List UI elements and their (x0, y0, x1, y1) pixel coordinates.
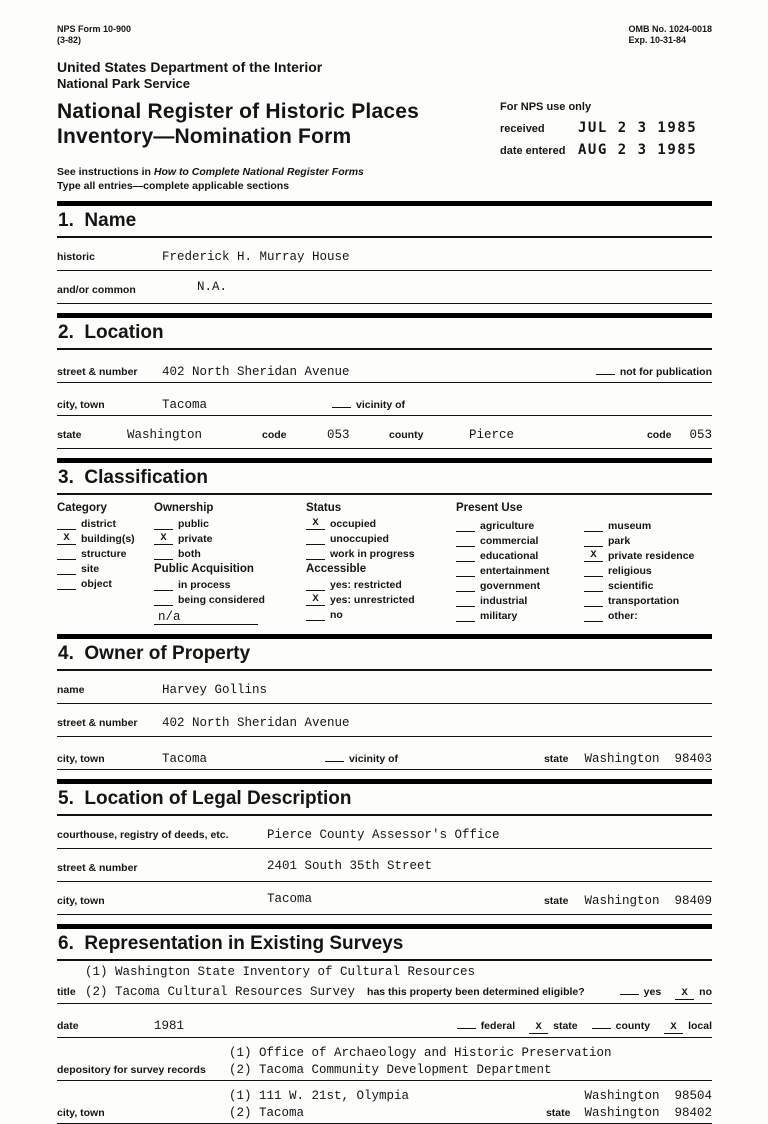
owner-state-label: state (543, 753, 569, 765)
not-for-publication-group (596, 362, 712, 378)
category-title: Category (57, 502, 107, 514)
field-street-number (57, 362, 712, 383)
instructions-text: See instructions in (57, 166, 151, 178)
survey-city-state1: Washington 98504 (584, 1089, 712, 1103)
checkbox-structure (57, 547, 154, 560)
owner-vicinity-group (325, 749, 398, 765)
field-city-town (57, 395, 712, 416)
checkbox-religious (584, 564, 712, 577)
checkbox-label: both (178, 548, 201, 560)
checkbox-being-considered (154, 593, 306, 606)
checkbox-label: being considered (178, 594, 265, 606)
date-entered-stamp: AUG 2 3 1985 (578, 142, 698, 158)
instructions-line2: Type all entries—complete applicable sections (57, 180, 290, 192)
checkbox-mark: X (306, 593, 325, 606)
omb-block (628, 24, 712, 46)
legal-street-value: 2401 South 35th Street (267, 859, 433, 873)
legal-state-label: state (543, 895, 569, 907)
city-town-value: Tacoma (162, 398, 208, 412)
checkbox-mark (57, 562, 76, 575)
vicinity-checkbox (325, 749, 344, 762)
checkbox-label: district (81, 518, 117, 530)
county-label: county (389, 429, 424, 441)
section-5-heading: 5. Location of Legal Description (57, 784, 712, 816)
checkbox-label: religious (608, 565, 652, 577)
section-1-heading: 1. Name (57, 206, 712, 238)
status-column (306, 502, 456, 625)
checkbox-private (154, 532, 306, 545)
status-title: Status (306, 502, 342, 514)
checkbox-label: object (81, 578, 112, 590)
checkbox-label: commercial (480, 535, 539, 547)
title-row (57, 99, 712, 164)
form-title (57, 99, 500, 164)
form-meta-row (57, 24, 712, 46)
owner-street-value: 402 North Sheridan Avenue (162, 716, 350, 730)
owner-street-label: street & number (57, 717, 138, 729)
survey-title-value2: (2) Tacoma Cultural Resources Survey (85, 985, 356, 999)
checkbox-mark (154, 517, 173, 530)
public-acquisition-title: Public Acquisition (154, 563, 254, 575)
checkbox-label: agriculture (480, 520, 535, 532)
courthouse-label: courthouse, registry of deeds, etc. (57, 829, 229, 841)
checkbox-label: structure (81, 548, 127, 560)
county-value: Pierce (469, 428, 515, 442)
checkbox-label: private residence (608, 550, 695, 562)
checkbox-mark (456, 564, 475, 577)
checkbox-in-process (154, 578, 306, 591)
field-state-county (57, 428, 712, 449)
service-title: National Park Service (57, 76, 190, 91)
checkbox-mark (306, 547, 325, 560)
local-checkbox: X (664, 1021, 683, 1034)
section-4-heading: 4. Owner of Property (57, 639, 712, 671)
date-entered-label: date entered (500, 145, 566, 157)
received-label: received (500, 123, 545, 135)
code-label: code (262, 429, 287, 441)
depository-lines (229, 1046, 712, 1077)
legal-street-label: street & number (57, 862, 138, 874)
checkbox-both (154, 547, 306, 560)
checkbox-mark (306, 578, 325, 591)
vicinity-label: vicinity of (356, 399, 406, 411)
checkbox-mark (584, 534, 603, 547)
checkbox-park (584, 534, 712, 547)
checkbox-mark (306, 608, 325, 621)
common-label: and/or common (57, 284, 136, 296)
checkbox-mark (57, 547, 76, 560)
checkbox-label: transportation (608, 595, 680, 607)
field-depository (57, 1046, 712, 1081)
checkbox-mark (456, 519, 475, 532)
survey-level-group (457, 1016, 712, 1034)
checkbox-mark (456, 549, 475, 562)
checkbox-label: museum (608, 520, 652, 532)
date-entered-row (500, 142, 712, 158)
checkbox-occupied (306, 517, 456, 530)
checkbox-no (306, 608, 456, 621)
eligible-yes-no-group (620, 982, 712, 1000)
checkbox-buildings (57, 532, 154, 545)
courthouse-value: Pierce County Assessor's Office (267, 828, 500, 842)
county-checkbox (592, 1016, 611, 1029)
field-legal-city (57, 894, 712, 915)
checkbox-educational (456, 549, 584, 562)
depository-value1: (1) Office of Archaeology and Historic Preservation (229, 1046, 612, 1060)
field-survey-date (57, 1016, 712, 1038)
field-owner-city (57, 749, 712, 770)
omb-expiration: Exp. 10-31-84 (628, 35, 686, 45)
survey-city-value2: (2) Tacoma (229, 1106, 305, 1120)
county-label: county (615, 1020, 651, 1032)
checkbox-yes-unrestricted (306, 593, 456, 606)
code2-value: 053 (689, 428, 712, 442)
survey-state-label: state (545, 1107, 571, 1119)
checkbox-label: entertainment (480, 565, 550, 577)
city-town-label: city, town (57, 399, 105, 411)
nomination-form-page (57, 24, 712, 1124)
survey-title-value1: (1) Washington State Inventory of Cultural Resources (85, 965, 476, 979)
checkbox-other (584, 609, 712, 622)
state-label: state (553, 1020, 578, 1032)
state-value: Washington (127, 428, 203, 442)
form-number: NPS Form 10-900 (57, 24, 132, 34)
checkbox-label: government (480, 580, 541, 592)
survey-city-line1 (229, 1089, 712, 1103)
survey-date-label: date (57, 1020, 79, 1032)
checkbox-mark (154, 578, 173, 591)
survey-title-line1 (85, 965, 712, 979)
checkbox-mark (584, 609, 603, 622)
instructions-manual-title: How to Complete National Register Forms (153, 166, 364, 178)
checkbox-label: industrial (480, 595, 528, 607)
checkbox-private-residence (584, 549, 712, 562)
section-2-heading: 2. Location (57, 318, 712, 350)
historic-label: historic (57, 251, 95, 263)
state-label: state (57, 429, 82, 441)
checkbox-government (456, 579, 584, 592)
checkbox-mark (584, 594, 603, 607)
checkbox-label: occupied (330, 518, 377, 530)
federal-checkbox (457, 1016, 476, 1029)
legal-state-value: Washington 98409 (584, 894, 712, 908)
checkbox-label: yes: restricted (330, 579, 402, 591)
checkbox-mark (456, 594, 475, 607)
survey-title-line2 (57, 982, 712, 1000)
nps-use-only-label: For NPS use only (500, 101, 592, 113)
common-value: N.A. (197, 280, 228, 294)
checkbox-mark: X (154, 532, 173, 545)
local-label: local (688, 1020, 712, 1032)
checkbox-label: scientific (608, 580, 654, 592)
present-use-column (456, 502, 712, 625)
field-legal-street (57, 861, 712, 882)
checkbox-mark: X (584, 549, 603, 562)
checkbox-label: public (178, 518, 209, 530)
eligible-yes-label: yes (643, 986, 662, 998)
owner-state-value: Washington 98403 (584, 752, 712, 766)
form-title-line1: National Register of Historic Places (57, 100, 419, 123)
owner-city-label: city, town (57, 753, 105, 765)
code-value: 053 (327, 428, 350, 442)
checkbox-label: yes: unrestricted (330, 594, 415, 606)
field-historic-name (57, 250, 712, 271)
checkbox-mark: X (57, 532, 76, 545)
survey-city-value1: (1) 111 W. 21st, Olympia (229, 1089, 410, 1103)
checkbox-transportation (584, 594, 712, 607)
checkbox-label: military (480, 610, 518, 622)
received-date-stamp: JUL 2 3 1985 (578, 120, 698, 136)
owner-name-label: name (57, 684, 85, 696)
present-use-title: Present Use (456, 502, 523, 514)
checkbox-entertainment (456, 564, 584, 577)
form-number-block (57, 24, 131, 46)
form-title-line2: Inventory—Nomination Form (57, 125, 352, 148)
checkbox-label: building(s) (81, 533, 135, 545)
street-number-value: 402 North Sheridan Avenue (162, 365, 350, 379)
eligible-question-label: has this property been determined eligible? (367, 986, 585, 998)
checkbox-site (57, 562, 154, 575)
section-3-heading: 3. Classification (57, 463, 712, 495)
legal-city-label: city, town (57, 895, 105, 907)
classification-grid (57, 502, 712, 625)
checkbox-label: unoccupied (330, 533, 389, 545)
checkbox-mark (57, 577, 76, 590)
checkbox-label: in process (178, 579, 231, 591)
present-use-list-a (456, 517, 584, 622)
checkbox-mark (456, 609, 475, 622)
owner-name-value: Harvey Gollins (162, 683, 268, 697)
checkbox-label: no (330, 609, 343, 621)
checkbox-mark (456, 579, 475, 592)
category-column (57, 502, 154, 625)
field-survey-city (57, 1089, 712, 1124)
checkbox-agriculture (456, 519, 584, 532)
vicinity-label: vicinity of (349, 753, 399, 765)
checkbox-mark (584, 519, 603, 532)
owner-city-value: Tacoma (162, 752, 208, 766)
not-for-publication-label: not for publication (619, 366, 712, 378)
field-common-name (57, 280, 712, 304)
historic-value: Frederick H. Murray House (162, 250, 350, 264)
checkbox-mark (57, 517, 76, 530)
vicinity-checkbox (332, 395, 351, 408)
survey-title-label: title (57, 986, 76, 998)
checkbox-mark (306, 532, 325, 545)
checkbox-object (57, 577, 154, 590)
checkbox-military (456, 609, 584, 622)
instructions-line1 (57, 166, 712, 178)
survey-date-value: 1981 (154, 1019, 185, 1033)
checkbox-label: educational (480, 550, 539, 562)
checkbox-label: site (81, 563, 100, 575)
checkbox-label: work in progress (330, 548, 415, 560)
depository-value2: (2) Tacoma Community Development Department (229, 1063, 552, 1077)
field-owner-street (57, 716, 712, 737)
depository-label: depository for survey records (57, 1064, 206, 1076)
survey-city-line2 (229, 1106, 712, 1120)
checkbox-unoccupied (306, 532, 456, 545)
ownership-title: Ownership (154, 502, 214, 514)
present-use-lists (456, 517, 712, 622)
eligible-no-label: no (699, 986, 712, 998)
checkbox-work-in-progress (306, 547, 456, 560)
checkbox-label: private (178, 533, 213, 545)
checkbox-mark (584, 564, 603, 577)
checkbox-public (154, 517, 306, 530)
nps-use-only-area (500, 99, 712, 164)
department-title: United States Department of the Interior (57, 59, 323, 75)
survey-city-lines (229, 1089, 712, 1120)
state-checkbox: X (529, 1021, 548, 1034)
street-number-label: street & number (57, 366, 138, 378)
legal-city-value: Tacoma (267, 892, 313, 906)
eligible-no-checkbox: X (675, 987, 694, 1000)
form-revision: (3-82) (57, 35, 82, 45)
received-row (500, 120, 712, 136)
checkbox-mark (154, 547, 173, 560)
present-use-list-b (584, 517, 712, 622)
checkbox-mark (584, 579, 603, 592)
checkbox-yes-restricted (306, 578, 456, 591)
survey-city-state2: Washington 98402 (584, 1106, 712, 1120)
field-courthouse (57, 828, 712, 849)
checkbox-scientific (584, 579, 712, 592)
checkbox-mark: X (306, 517, 325, 530)
field-owner-name (57, 683, 712, 704)
public-acquisition-na-value: n/a (154, 610, 258, 625)
eligible-yes-checkbox (620, 982, 639, 995)
section-6-heading: 6. Representation in Existing Surveys (57, 929, 712, 961)
checkbox-industrial (456, 594, 584, 607)
checkbox-mark (456, 534, 475, 547)
federal-label: federal (480, 1020, 516, 1032)
ownership-column (154, 502, 306, 625)
code2-label: code (646, 429, 672, 441)
checkbox-label: park (608, 535, 631, 547)
field-survey-title (57, 965, 712, 1004)
vicinity-group (332, 395, 405, 411)
omb-number: OMB No. 1024-0018 (628, 24, 712, 34)
checkbox-mark (154, 593, 173, 606)
checkbox-label: other: (608, 610, 638, 622)
checkbox-museum (584, 519, 712, 532)
checkbox-commercial (456, 534, 584, 547)
accessible-title: Accessible (306, 563, 367, 575)
checkbox-district (57, 517, 154, 530)
survey-title-lines (57, 965, 712, 1000)
survey-city-label: city, town (57, 1107, 105, 1119)
not-for-publication-checkbox (596, 362, 615, 375)
